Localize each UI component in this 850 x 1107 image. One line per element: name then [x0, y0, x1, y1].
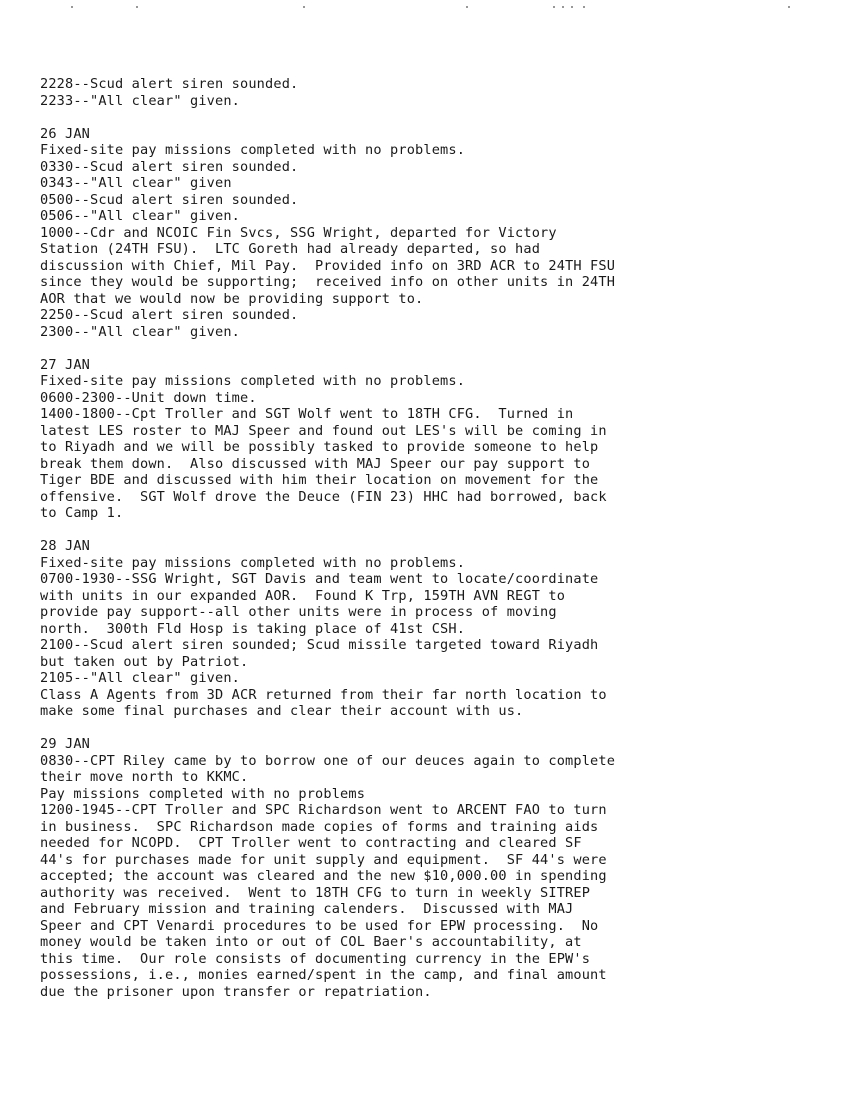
entry-line: 2228--Scud alert siren sounded.	[40, 76, 299, 92]
scan-speck	[562, 6, 564, 8]
entry-line: in business. SPC Richardson made copies of forms and training aids	[40, 818, 599, 835]
entry-line: Pay missions completed with no problems	[40, 785, 366, 802]
scan-speck	[571, 6, 573, 8]
entry-line: 0600-2300--Unit down time.	[40, 389, 257, 406]
entry-line: authority was received. Went to 18TH CFG to turn in weekly SITREP	[40, 884, 591, 901]
scan-speck	[553, 6, 555, 8]
scan-speck	[583, 6, 585, 8]
entry-line: north. 300th Fld Hosp is taking place of 41st CSH.	[40, 620, 466, 637]
entry-line: Tiger BDE and discussed with him their location on movement for the	[40, 472, 599, 488]
entry-line: 1200-1945--CPT Troller and SPC Richardson went to ARCENT FAO to turn	[40, 802, 607, 818]
entry-line: but taken out by Patriot.	[40, 653, 249, 670]
entry-line: to Riyadh and we will be possibly tasked to provide someone to help	[40, 439, 599, 455]
entry-line: 0500--Scud alert siren sounded.	[40, 191, 299, 208]
scan-speck	[788, 6, 790, 8]
entry-date: 27 JAN	[40, 356, 91, 373]
entry-line: due the prisoner upon transfer or repatriation.	[40, 983, 432, 1000]
entry-line: their move north to KKMC.	[40, 769, 249, 785]
entry-line: 1400-1800--Cpt Troller and SGT Wolf went to 18TH CFG. Turned in	[40, 406, 574, 422]
entry-gap	[40, 340, 830, 357]
entry-line: money would be taken into or out of COL Baer's accountability, at	[40, 934, 582, 950]
entry-line: offensive. SGT Wolf drove the Deuce (FIN 23) HHC had borrowed, back	[40, 488, 607, 505]
entry-date: 28 JAN	[40, 538, 91, 554]
entry-line: Fixed-site pay missions completed with no problems.	[40, 554, 466, 571]
log-entry	[40, 538, 830, 720]
entry-line: 2105--"All clear" given.	[40, 670, 241, 686]
entry-line: make some final purchases and clear their account with us.	[40, 703, 524, 719]
scan-specks	[0, 6, 850, 12]
entry-gap	[40, 522, 830, 539]
entry-line: 2233--"All clear" given.	[40, 92, 241, 109]
entry-line: since they would be supporting; received info on other units in 24TH	[40, 274, 616, 290]
entry-line: with units in our expanded AOR. Found K Trp, 159TH AVN REGT to	[40, 587, 566, 604]
entry-line: this time. Our role consists of documenting currency in the EPW's	[40, 950, 591, 967]
entry-gap	[40, 109, 830, 126]
entry-line: and February mission and training calenders. Discussed with MAJ	[40, 901, 574, 917]
entry-date: 29 JAN	[40, 736, 91, 752]
entry-line: 1000--Cdr and NCOIC Fin Svcs, SSG Wright, departed for Victory	[40, 224, 557, 241]
entry-line: Fixed-site pay missions completed with no problems.	[40, 142, 466, 158]
entry-line: 2250--Scud alert siren sounded.	[40, 307, 299, 323]
scan-speck	[136, 6, 138, 8]
entry-line: to Camp 1.	[40, 505, 124, 521]
scan-speck	[303, 6, 305, 8]
entry-line: Class A Agents from 3D ACR returned from their far north location to	[40, 686, 607, 703]
entry-line: Speer and CPT Venardi procedures to be used for EPW processing. No	[40, 917, 599, 934]
entry-date: 26 JAN	[40, 125, 91, 142]
entry-line: 0700-1930--SSG Wright, SGT Davis and team went to locate/coordinate	[40, 571, 599, 587]
entry-line: 2300--"All clear" given.	[40, 323, 241, 340]
entry-line: Station (24TH FSU). LTC Goreth had already departed, so had	[40, 241, 541, 257]
entry-line: break them down. Also discussed with MAJ Speer our pay support to	[40, 455, 591, 472]
entry-line: 0330--Scud alert siren sounded.	[40, 158, 299, 175]
entry-line: discussion with Chief, Mil Pay. Provided info on 3RD ACR to 24TH FSU	[40, 257, 616, 274]
entry-line: possessions, i.e., monies earned/spent in the camp, and final amount	[40, 967, 607, 983]
entry-line: provide pay support--all other units were in process of moving	[40, 604, 557, 620]
entry-line: 0506--"All clear" given.	[40, 208, 241, 224]
log-entry	[40, 357, 830, 522]
log-entry	[40, 76, 830, 109]
entry-gap	[40, 720, 830, 737]
entry-line: latest LES roster to MAJ Speer and found out LES's will be coming in	[40, 422, 607, 439]
log-entry	[40, 736, 830, 1000]
scan-speck	[466, 6, 468, 8]
scan-speck	[71, 6, 73, 8]
entry-line: Fixed-site pay missions completed with no problems.	[40, 373, 466, 389]
entry-line: 0830--CPT Riley came by to borrow one of our deuces again to complete	[40, 752, 616, 769]
entry-line: needed for NCOPD. CPT Troller went to contracting and cleared SF	[40, 835, 582, 851]
entry-line: 2100--Scud alert siren sounded; Scud missile targeted toward Riyadh	[40, 637, 599, 653]
log-entry	[40, 126, 830, 341]
log-text-block	[40, 76, 830, 1000]
entry-line: accepted; the account was cleared and the new $10,000.00 in spending	[40, 868, 607, 884]
entry-line: 44's for purchases made for unit supply and equipment. SF 44's were	[40, 851, 607, 868]
entry-line: 0343--"All clear" given	[40, 175, 232, 191]
entry-line: AOR that we would now be providing support to.	[40, 290, 424, 307]
